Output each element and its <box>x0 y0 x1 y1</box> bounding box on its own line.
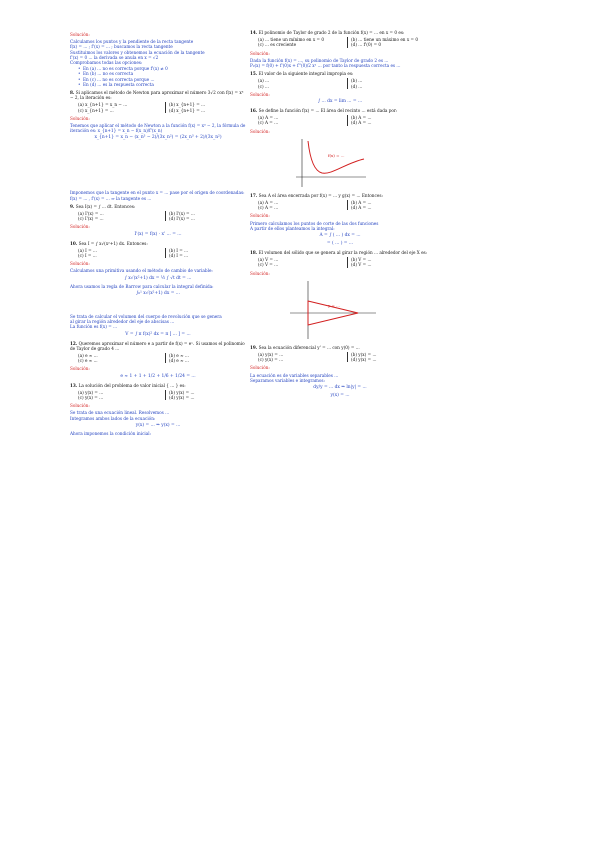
options-grid <box>78 248 246 258</box>
question-number: 10. <box>70 240 78 246</box>
option-a: (a) y(x) = ... <box>78 389 104 395</box>
question-number: 18. <box>250 250 258 256</box>
solution-line: al girar la región alrededor del eje de abscisas ... <box>70 319 175 325</box>
question-number: 12. <box>70 340 78 346</box>
option-c: (c) x_{n+1} = ... <box>78 107 114 113</box>
solution-label: Solución: <box>250 213 270 219</box>
option-b: (b) y(x) = ... <box>165 390 246 395</box>
question-text: Sea I = ∫ x√(x²+1) dx. Entonces: <box>78 240 148 246</box>
option-c: (c) A = ... <box>258 120 279 126</box>
option-a: (a) ... <box>258 78 270 84</box>
option-b: (b) ... <box>347 78 430 83</box>
solution-line: La ecuación es de variables separables ... <box>250 372 339 378</box>
question-text: La solución del problema de valor inicial { ... } es: <box>78 382 186 388</box>
question-text: El volumen del sólido que se genera al girar la región ... alrededor del eje X es: <box>258 250 428 256</box>
bullet-item: • En (d) ... es la respuesta correcta <box>78 82 246 87</box>
option-c: (c) y(x) = ... <box>258 357 284 363</box>
solution-label: Solución: <box>250 91 270 97</box>
question-text: Queremos aproximar el número e a partir de f(x) = eˣ. Si usamos el polinomio de Taylor de grado 4 ... <box>70 340 245 351</box>
option-d: (d) e ≈ ... <box>165 358 246 363</box>
solution-label: Solución: <box>70 224 90 230</box>
question-number: 19. <box>250 344 258 350</box>
solution-line: Ahora imponemos la condición inicial: <box>70 430 152 436</box>
question-7-solution <box>70 32 246 87</box>
solution-line: iteración es: x_{n+1} = x_n − f(x_n)/f'(x_n) <box>70 128 163 134</box>
option-d: (d) y(x) = ... <box>165 395 246 400</box>
question-number: 13. <box>70 382 78 388</box>
solution-line: Primero calculamos los puntos de corte de las dos funciones <box>250 220 379 226</box>
solution-line: Se trata de calcular el volumen del cuerpo de revolución que se genera <box>70 313 222 319</box>
option-c: (c) I = ... <box>78 253 97 259</box>
option-d: (d) A = ... <box>347 120 430 125</box>
equation: ∫ x√(x²+1) dx = ½ ∫ √t dt = ... <box>124 275 192 281</box>
question-12 <box>70 341 246 380</box>
equation: ∫₀¹ x√(x²+1) dx = ... <box>136 290 180 296</box>
question-number: 14. <box>250 30 258 35</box>
question-16 <box>250 108 430 134</box>
options-grid <box>258 115 430 125</box>
option-b: (b) ... tiene un máximo en x = 0 <box>347 37 430 42</box>
options-grid <box>78 353 246 363</box>
equation: V = ∫ π f(x)² dx = π [ ... ] = ... <box>125 331 191 337</box>
options-grid <box>258 78 430 88</box>
question-number: 8. <box>70 90 75 96</box>
option-a: (a) I'(x) = ... <box>78 211 104 217</box>
solution-label: Solución: <box>70 403 90 409</box>
solution-label: Solución: <box>250 270 270 276</box>
solution-line: Ahora usamos la regla de Barrow para calcular la integral definida: <box>70 283 214 289</box>
options-grid <box>258 352 430 362</box>
option-d: (d) A = ... <box>347 205 430 210</box>
question-text: Se define la función f(x) = ... El área del recinto ... está dada por: <box>258 108 398 114</box>
options-grid <box>78 102 246 112</box>
option-c: (c) ... <box>258 83 269 89</box>
left-column <box>70 30 246 439</box>
spacer <box>70 300 246 314</box>
option-b: (b) I'(x) = ... <box>165 211 246 216</box>
question-14 <box>250 30 430 68</box>
solution-line: f'(x) = 0 ... la derivada se anula en x = √2 <box>70 54 159 60</box>
bullet-list <box>78 66 246 87</box>
option-b: (b) I = ... <box>165 248 246 253</box>
question-text: Sea I(x) = ∫ ... dt. Entonces: <box>75 203 136 209</box>
option-c: (c) y(x) = ... <box>78 394 104 400</box>
option-b: (b) A = ... <box>347 115 430 120</box>
solution-line: Imponemos que la tangente en el punto x = ... pase por el origen de coordenadas: <box>70 190 245 196</box>
question-text: El valor de la siguiente integral impropia es: <box>258 71 354 77</box>
solution-line: f(x) = ... ; f'(x) = ... ; buscamos la recta tangente <box>70 44 173 50</box>
option-c: (c) A = ... <box>258 205 279 211</box>
question-17 <box>250 193 430 247</box>
question-9 <box>70 204 246 238</box>
question-13 <box>70 383 246 436</box>
question-18 <box>250 250 430 276</box>
question-19 <box>250 345 430 399</box>
question-text: El polinomio de Taylor de grado 2 de la función f(x) = ... en x = 0 es: <box>258 30 405 35</box>
solution-line: Separamos variables e integramos: <box>250 377 325 383</box>
option-d: (d) V = ... <box>347 262 430 267</box>
equation: = ( ... ) = ... <box>326 241 354 247</box>
equation: y(x) = ... <box>330 393 350 399</box>
bullet-item: • En (c) ... no es correcta porque ... <box>78 77 246 82</box>
equation: dy/y = ... dx ⇒ ln|y| = ... <box>313 385 367 391</box>
question-number: 17. <box>250 192 258 198</box>
solution-line: Calculamos una primitiva usando el método de cambio de variable: <box>70 268 213 274</box>
solution-label: Solución: <box>250 365 270 371</box>
question-text: Si aplicamos el método de Newton para aproximar el número 3√2 con f(x) = x³ − 2, la iteración es: <box>70 90 244 101</box>
option-d: (d) ... <box>347 84 430 89</box>
option-b: (b) A = ... <box>347 200 430 205</box>
solution-line: P₂(x) = f(0) + f'(0)x + f''(0)/2 x² ... por tanto la respuesta correcta es ... <box>250 63 401 69</box>
solution-label: Solución: <box>250 50 270 56</box>
equation: y(x) = ... ⇒ y(x) = ... <box>135 422 181 428</box>
option-a: (a) e ≈ ... <box>78 352 98 358</box>
equation: I'(x) = f(x) · x' ... = ... <box>134 231 182 237</box>
equation: e ≈ 1 + 1 + 1/2 + 1/6 + 1/24 = ... <box>120 373 196 379</box>
option-d: (d) I'(x) = ... <box>165 216 246 221</box>
solution-label: Solución: <box>70 366 90 372</box>
function-graph-1 <box>288 137 368 189</box>
equation: ∫ ... dx = lim ... = ... <box>317 99 363 105</box>
question-number: 9. <box>70 203 75 209</box>
graph-label: f(x) = ... <box>328 152 345 158</box>
solution-line: Comprobamos todas las opciones: <box>70 60 143 66</box>
option-c: (c) V = ... <box>258 262 279 268</box>
option-a: (a) x_{n+1} = x_n − ... <box>78 102 128 108</box>
option-a: (a) A = ... <box>258 115 279 121</box>
solution-line: Sustituimos los valores y obtenemos la ecuación de la tangente <box>70 49 205 55</box>
right-column <box>250 30 430 402</box>
graph-label: y = ... <box>328 302 340 308</box>
option-d: (d) I = ... <box>165 253 246 258</box>
question-15 <box>250 71 430 105</box>
options-grid <box>258 257 430 267</box>
question-11-solution <box>70 314 246 338</box>
question-text: Sea A el área encerrada por f(x) = ... y g(x) = ... Entonces: <box>258 192 383 198</box>
solution-line: Integramos ambos lados de la ecuación: <box>70 415 156 421</box>
option-d: (d) ... f'(0) = 0 <box>347 42 430 47</box>
option-a: (a) V = ... <box>258 257 279 263</box>
solution-line: Tenemos que aplicar el método de Newton a la función f(x) = x³ − 2, la fórmula de <box>70 123 246 129</box>
question-number: 16. <box>250 108 258 114</box>
solution-label: Solución: <box>250 128 270 134</box>
equation: x_{n+1} = x_n − (x_n³ − 2)/(3x_n²) = (2x_n³ + 2)/(3x_n²) <box>94 135 222 141</box>
question-8 <box>70 90 246 141</box>
option-c: (c) ... es creciente <box>258 42 297 48</box>
option-b: (b) x_{n+1} = ... <box>165 102 246 107</box>
option-a: (a) I = ... <box>78 247 97 253</box>
question-10 <box>70 241 246 297</box>
question-8b-solution <box>70 190 246 200</box>
option-b: (b) V = ... <box>347 257 430 262</box>
question-text: Sea la ecuación diferencial y' = ... con y(0) = ... <box>258 344 360 350</box>
option-a: (a) A = ... <box>258 200 279 206</box>
option-c: (c) I'(x) = ... <box>78 216 104 222</box>
option-b: (b) y(x) = ... <box>347 352 430 357</box>
function-graph-2 <box>288 279 378 341</box>
solution-label: Solución: <box>70 261 90 267</box>
options-grid <box>78 211 246 221</box>
solution-line: A partir de ellos planteamos la integral: <box>250 225 335 231</box>
option-d: (d) x_{n+1} = ... <box>165 108 246 113</box>
bullet-item: • En (a) ... no es correcta porque f'(x) ≠ 0 <box>78 66 246 71</box>
option-a: (a) ... tiene un mínimo en x = 0 <box>258 37 325 43</box>
option-c: (c) e ≈ ... <box>78 358 98 364</box>
option-d: (d) y(x) = ... <box>347 357 430 362</box>
bullet-item: • En (b) ... no es correcta <box>78 71 246 76</box>
solution-label: Solución: <box>70 32 90 37</box>
equation: A = ∫ ( ... ) dx = ... <box>319 233 361 239</box>
option-a: (a) y(x) = ... <box>258 352 284 358</box>
options-grid <box>258 37 430 47</box>
question-number: 15. <box>250 71 258 77</box>
option-b: (b) e ≈ ... <box>165 353 246 358</box>
solution-label: Solución: <box>70 115 90 121</box>
options-grid <box>258 200 430 210</box>
solution-line: La función es f(x) = ... <box>70 324 118 330</box>
solution-line: Dada la función f(x) = ..., su polinomio de Taylor de grado 2 es ... <box>250 57 389 63</box>
solution-line: Se trata de una ecuación lineal. Resolvemos ... <box>70 410 170 416</box>
spacer <box>70 144 246 190</box>
solution-line: Calculamos los puntos y la pendiente de la recta tangente <box>70 39 194 45</box>
solution-line: f(x) = ... , f'(x) = ... ⇒ la tangente es ... <box>70 195 152 201</box>
options-grid <box>78 390 246 400</box>
